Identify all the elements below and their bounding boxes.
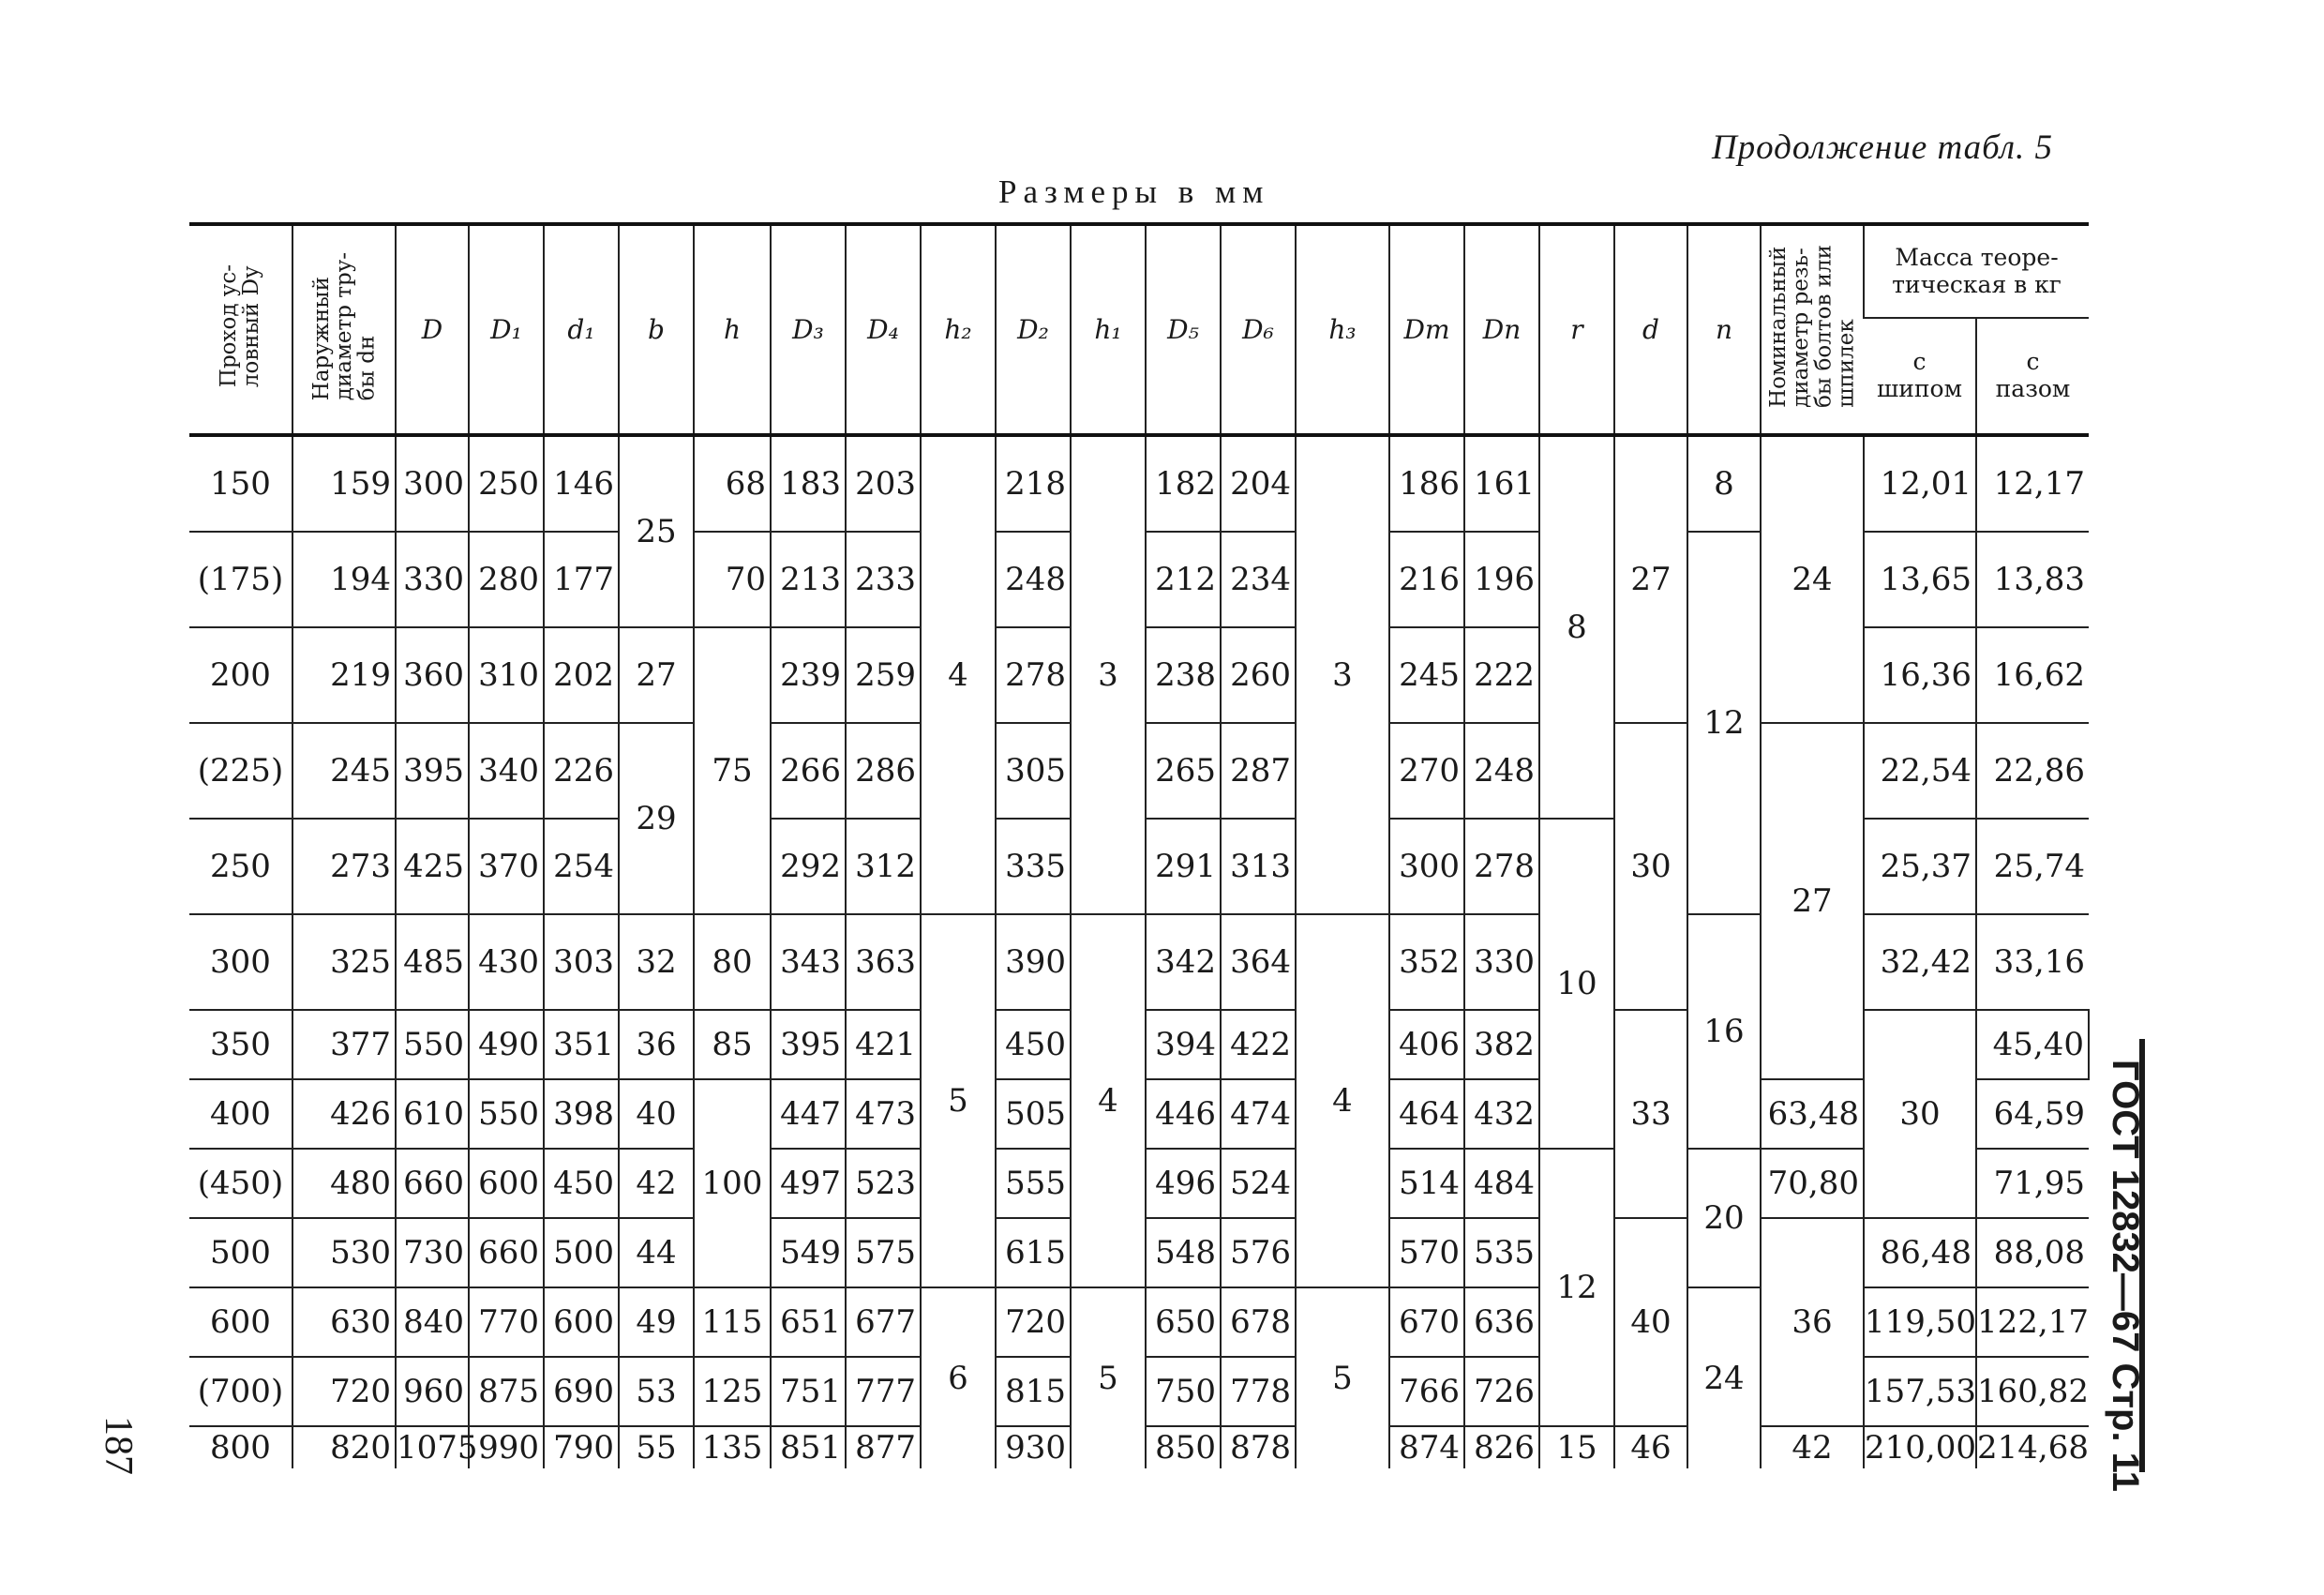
cell-D5: 548	[1146, 1218, 1221, 1287]
cell-dy: (175)	[189, 532, 292, 627]
cell-D6: 287	[1221, 723, 1296, 819]
cell-b: 32	[619, 914, 694, 1010]
cell-Dn: 382	[1464, 1010, 1539, 1079]
cell-D6: 878	[1221, 1426, 1296, 1468]
cell-D3: 497	[771, 1149, 846, 1218]
cell-Dm: 186	[1389, 435, 1464, 532]
cell-D4: 421	[846, 1010, 921, 1079]
cell-Dn: 248	[1464, 723, 1539, 819]
cell-b-merged: 25	[619, 435, 694, 627]
cell-d1: 303	[544, 914, 619, 1010]
cell-D4: 575	[846, 1218, 921, 1287]
cell-D5: 291	[1146, 819, 1221, 914]
cell-mass-ship: 86,48	[1864, 1218, 1976, 1287]
cell-D: 730	[396, 1218, 469, 1287]
page-number: 187	[97, 1416, 140, 1475]
cell-b: 53	[619, 1357, 694, 1426]
cell-mass-paz: 25,74	[1976, 819, 2089, 914]
table-row	[189, 435, 2089, 532]
cell-d1: 600	[544, 1287, 619, 1357]
cell-D3: 343	[771, 914, 846, 1010]
cell-D4: 259	[846, 627, 921, 723]
cell-D3: 395	[771, 1010, 846, 1079]
cell-bolt-merged: 24	[1761, 435, 1864, 723]
cell-D6: 422	[1221, 1010, 1296, 1079]
cell-D3: 447	[771, 1079, 846, 1149]
cell-h3-merged: 5	[1296, 1287, 1389, 1468]
header-h1: h₁	[1071, 224, 1146, 435]
cell-D2: 815	[996, 1357, 1071, 1426]
cell-D6: 474	[1221, 1079, 1296, 1149]
cell-Dm: 216	[1389, 532, 1464, 627]
cell-Dm: 514	[1389, 1149, 1464, 1218]
cell-D5: 265	[1146, 723, 1221, 819]
header-D1: D₁	[469, 224, 544, 435]
cell-Dm: 570	[1389, 1218, 1464, 1287]
cell-b-merged: 29	[619, 723, 694, 914]
cell-Dm: 406	[1389, 1010, 1464, 1079]
cell-Dn: 636	[1464, 1287, 1539, 1357]
cell-D2: 335	[996, 819, 1071, 914]
cell-mass-ship: 119,50	[1864, 1287, 1976, 1357]
cell-d1: 690	[544, 1357, 619, 1426]
cell-d-merged: 40	[1614, 1218, 1687, 1426]
cell-h3-merged: 4	[1296, 914, 1389, 1287]
cell-D4: 473	[846, 1079, 921, 1149]
cell-Dn: 826	[1464, 1426, 1539, 1468]
cell-bolt-merged: 27	[1761, 723, 1864, 1079]
cell-dy: (225)	[189, 723, 292, 819]
cell-Dm: 352	[1389, 914, 1464, 1010]
header-dy	[189, 224, 292, 435]
cell-mass-paz: 13,83	[1976, 532, 2089, 627]
cell-d: 46	[1614, 1426, 1687, 1468]
cell-mass-paz: 214,68	[1976, 1426, 2089, 1468]
cell-mass-paz: 12,17	[1976, 435, 2089, 532]
cell-D3: 213	[771, 532, 846, 627]
cell-D: 395	[396, 723, 469, 819]
cell-D5: 342	[1146, 914, 1221, 1010]
cell-D4: 203	[846, 435, 921, 532]
cell-D2: 720	[996, 1287, 1071, 1357]
cell-b: 42	[619, 1149, 694, 1218]
header-r: r	[1539, 224, 1614, 435]
cell-dy: 800	[189, 1426, 292, 1468]
header-D3: D₃	[771, 224, 846, 435]
cell-h: 115	[694, 1287, 771, 1357]
cell-mass-ship: 32,42	[1864, 914, 1976, 1010]
header-Dm: Dm	[1389, 224, 1464, 435]
cell-D: 485	[396, 914, 469, 1010]
cell-n-merged: 24	[1687, 1287, 1761, 1468]
cell-n-merged: 12	[1687, 532, 1761, 914]
cell-D: 840	[396, 1287, 469, 1357]
cell-dn: 820	[292, 1426, 396, 1468]
header-bolt-text: Номинальный диаметр резь- бы болтов или шпилек	[1765, 245, 1859, 408]
header-D4: D₄	[846, 224, 921, 435]
cell-D: 330	[396, 532, 469, 627]
cell-D5: 238	[1146, 627, 1221, 723]
cell-D2: 505	[996, 1079, 1071, 1149]
cell-dy: 300	[189, 914, 292, 1010]
cell-D6: 364	[1221, 914, 1296, 1010]
cell-dn: 720	[292, 1357, 396, 1426]
cell-Dn: 196	[1464, 532, 1539, 627]
cell-D4: 286	[846, 723, 921, 819]
cell-dy: 600	[189, 1287, 292, 1357]
cell-h: 68	[694, 435, 771, 532]
cell-D4: 877	[846, 1426, 921, 1468]
header-d1: d₁	[544, 224, 619, 435]
cell-h: 80	[694, 914, 771, 1010]
cell-D5: 394	[1146, 1010, 1221, 1079]
cell-Dn: 484	[1464, 1149, 1539, 1218]
cell-D2: 218	[996, 435, 1071, 532]
cell-bolt-merged: 36	[1761, 1218, 1864, 1426]
cell-d-merged: 33	[1614, 1010, 1687, 1218]
cell-D5: 650	[1146, 1287, 1221, 1357]
cell-D5: 496	[1146, 1149, 1221, 1218]
cell-D3: 266	[771, 723, 846, 819]
cell-h3-merged: 3	[1296, 435, 1389, 914]
cell-n-merged: 16	[1687, 914, 1761, 1149]
cell-Dm: 300	[1389, 819, 1464, 914]
cell-h: 135	[694, 1426, 771, 1468]
cell-D1: 770	[469, 1287, 544, 1357]
header-dy-text: Проход ус- ловный Dу	[217, 264, 264, 388]
cell-mass-ship: 210,00	[1864, 1426, 1976, 1468]
cell-d-merged: 27	[1614, 435, 1687, 723]
cell-D6: 204	[1221, 435, 1296, 532]
cell-D: 1075	[396, 1426, 469, 1468]
cell-d1: 254	[544, 819, 619, 914]
cell-D3: 751	[771, 1357, 846, 1426]
cell-D1: 990	[469, 1426, 544, 1468]
cell-D: 300	[396, 435, 469, 532]
cell-D6: 524	[1221, 1149, 1296, 1218]
cell-Dm: 245	[1389, 627, 1464, 723]
cell-D1: 600	[469, 1149, 544, 1218]
header-d: d	[1614, 224, 1687, 435]
cell-d1: 177	[544, 532, 619, 627]
cell-mass-paz: 16,62	[1976, 627, 2089, 723]
cell-D: 610	[396, 1079, 469, 1149]
cell-D3: 651	[771, 1287, 846, 1357]
cell-d1: 450	[544, 1149, 619, 1218]
cell-D: 360	[396, 627, 469, 723]
cell-D3: 292	[771, 819, 846, 914]
cell-dy: (450)	[189, 1149, 292, 1218]
cell-Dn: 535	[1464, 1218, 1539, 1287]
cell-n: 8	[1687, 435, 1761, 532]
cell-D1: 310	[469, 627, 544, 723]
cell-dy: 350	[189, 1010, 292, 1079]
cell-r-merged: 10	[1539, 819, 1614, 1149]
cell-b: 40	[619, 1079, 694, 1149]
cell-D2: 615	[996, 1218, 1071, 1287]
header-D2: D₂	[996, 224, 1071, 435]
cell-dy: 150	[189, 435, 292, 532]
cell-dy: 200	[189, 627, 292, 723]
header-mass: Масса теоре- тическая в кг	[1864, 224, 2089, 318]
cell-D3: 851	[771, 1426, 846, 1468]
cell-D5: 850	[1146, 1426, 1221, 1468]
cell-dn: 377	[292, 1010, 396, 1079]
cell-mass-paz: 160,82	[1976, 1357, 2089, 1426]
cell-mass-ship: 63,48	[1761, 1079, 1864, 1149]
cell-D5: 750	[1146, 1357, 1221, 1426]
cell-D2: 390	[996, 914, 1071, 1010]
cell-D1: 280	[469, 532, 544, 627]
cell-mass-paz: 33,16	[1976, 914, 2089, 1010]
cell-b: 49	[619, 1287, 694, 1357]
header-mass-paz: с пазом	[1976, 318, 2089, 435]
cell-dn: 480	[292, 1149, 396, 1218]
cell-d1: 146	[544, 435, 619, 532]
cell-Dm: 270	[1389, 723, 1464, 819]
cell-D6: 678	[1221, 1287, 1296, 1357]
header-b: b	[619, 224, 694, 435]
cell-dn: 159	[292, 435, 396, 532]
cell-D6: 576	[1221, 1218, 1296, 1287]
cell-D1: 370	[469, 819, 544, 914]
cell-Dn: 432	[1464, 1079, 1539, 1149]
cell-Dn: 161	[1464, 435, 1539, 532]
cell-mass-paz: 71,95	[1976, 1149, 2089, 1218]
cell-Dm: 874	[1389, 1426, 1464, 1468]
continuation-label: Продолжение табл. 5	[1711, 128, 2053, 167]
cell-D4: 523	[846, 1149, 921, 1218]
cell-D5: 446	[1146, 1079, 1221, 1149]
cell-mass-ship: 25,37	[1864, 819, 1976, 914]
cell-h1-merged: 5	[1071, 1287, 1146, 1468]
cell-D: 660	[396, 1149, 469, 1218]
cell-h2-merged: 5	[921, 914, 996, 1287]
cell-mass-ship: 45,40	[1976, 1010, 2089, 1079]
cell-dn: 325	[292, 914, 396, 1010]
cell-mass-ship: 22,54	[1864, 723, 1976, 819]
cell-dn: 194	[292, 532, 396, 627]
cell-mass-paz: 88,08	[1976, 1218, 2089, 1287]
cell-b: 44	[619, 1218, 694, 1287]
header-D5: D₅	[1146, 224, 1221, 435]
cell-D3: 549	[771, 1218, 846, 1287]
cell-mass-ship: 12,01	[1864, 435, 1976, 532]
cell-h2-merged: 4	[921, 435, 996, 914]
cell-D4: 312	[846, 819, 921, 914]
cell-D4: 233	[846, 532, 921, 627]
cell-D1: 550	[469, 1079, 544, 1149]
cell-b: 27	[619, 627, 694, 723]
cell-dn: 426	[292, 1079, 396, 1149]
cell-Dm: 670	[1389, 1287, 1464, 1357]
gost-side-label: ГОСТ 12832—67 Стр. 11	[2105, 1060, 2146, 1492]
cell-r-merged: 12	[1539, 1149, 1614, 1426]
cell-d1: 500	[544, 1218, 619, 1287]
cell-dn: 630	[292, 1287, 396, 1357]
cell-Dn: 222	[1464, 627, 1539, 723]
cell-dn: 245	[292, 723, 396, 819]
cell-mass-ship: 157,53	[1864, 1357, 1976, 1426]
cell-D3: 183	[771, 435, 846, 532]
cell-d1: 790	[544, 1426, 619, 1468]
cell-D4: 363	[846, 914, 921, 1010]
cell-Dn: 278	[1464, 819, 1539, 914]
flange-dimensions-table	[189, 222, 2089, 1468]
header-h3: h₃	[1296, 224, 1389, 435]
header-Dn: Dп	[1464, 224, 1539, 435]
cell-D: 960	[396, 1357, 469, 1426]
cell-D2: 278	[996, 627, 1071, 723]
cell-mass-paz: 122,17	[1976, 1287, 2089, 1357]
cell-r: 15	[1539, 1426, 1614, 1468]
cell-dy: 400	[189, 1079, 292, 1149]
cell-D6: 260	[1221, 627, 1296, 723]
cell-mass-ship: 16,36	[1864, 627, 1976, 723]
cell-D1: 660	[469, 1218, 544, 1287]
cell-h-merged: 75	[694, 627, 771, 914]
cell-Dn: 726	[1464, 1357, 1539, 1426]
header-D6: D₆	[1221, 224, 1296, 435]
cell-h: 125	[694, 1357, 771, 1426]
cell-D2: 450	[996, 1010, 1071, 1079]
cell-D1: 490	[469, 1010, 544, 1079]
cell-Dm: 766	[1389, 1357, 1464, 1426]
cell-d1: 351	[544, 1010, 619, 1079]
cell-D6: 234	[1221, 532, 1296, 627]
cell-D1: 340	[469, 723, 544, 819]
cell-dn: 273	[292, 819, 396, 914]
cell-dy: (700)	[189, 1357, 292, 1426]
cell-D: 425	[396, 819, 469, 914]
header-dn-text: Наружный диаметр тру- бы dн	[308, 251, 380, 401]
cell-dy: 500	[189, 1218, 292, 1287]
cell-mass-ship: 70,80	[1761, 1149, 1864, 1218]
cell-r-merged: 8	[1539, 435, 1614, 819]
cell-dn: 219	[292, 627, 396, 723]
cell-h: 85	[694, 1010, 771, 1079]
cell-mass-ship: 13,65	[1864, 532, 1976, 627]
cell-n-merged: 20	[1687, 1149, 1761, 1287]
cell-D2: 930	[996, 1426, 1071, 1468]
cell-bolt-merged: 30	[1864, 1010, 1976, 1218]
cell-D4: 777	[846, 1357, 921, 1426]
cell-d1: 398	[544, 1079, 619, 1149]
cell-D2: 305	[996, 723, 1071, 819]
cell-D6: 313	[1221, 819, 1296, 914]
header-bolt	[1761, 224, 1864, 435]
cell-D4: 677	[846, 1287, 921, 1357]
cell-D5: 212	[1146, 532, 1221, 627]
units-caption: Размеры в мм	[998, 173, 1270, 210]
cell-b: 55	[619, 1426, 694, 1468]
cell-h-merged: 100	[694, 1079, 771, 1287]
cell-D5: 182	[1146, 435, 1221, 532]
header-h2: h₂	[921, 224, 996, 435]
cell-D1: 875	[469, 1357, 544, 1426]
cell-dn: 530	[292, 1218, 396, 1287]
cell-D2: 248	[996, 532, 1071, 627]
cell-dy: 250	[189, 819, 292, 914]
cell-D: 550	[396, 1010, 469, 1079]
cell-D2: 555	[996, 1149, 1071, 1218]
header-n: n	[1687, 224, 1761, 435]
cell-h1-merged: 3	[1071, 435, 1146, 914]
cell-D3: 239	[771, 627, 846, 723]
cell-D1: 430	[469, 914, 544, 1010]
cell-mass-paz: 22,86	[1976, 723, 2089, 819]
cell-Dm: 464	[1389, 1079, 1464, 1149]
cell-b: 36	[619, 1010, 694, 1079]
cell-D1: 250	[469, 435, 544, 532]
header-h: h	[694, 224, 771, 435]
cell-h2-merged: 6	[921, 1287, 996, 1468]
cell-d1: 202	[544, 627, 619, 723]
cell-mass-paz: 64,59	[1976, 1079, 2089, 1149]
cell-h: 70	[694, 532, 771, 627]
cell-bolt: 42	[1761, 1426, 1864, 1468]
header-mass-ship: с шипом	[1864, 318, 1976, 435]
cell-h1-merged: 4	[1071, 914, 1146, 1287]
header-dn	[292, 224, 396, 435]
cell-d-merged: 30	[1614, 723, 1687, 1010]
cell-d1: 226	[544, 723, 619, 819]
header-D: D	[396, 224, 469, 435]
cell-D6: 778	[1221, 1357, 1296, 1426]
cell-Dn: 330	[1464, 914, 1539, 1010]
